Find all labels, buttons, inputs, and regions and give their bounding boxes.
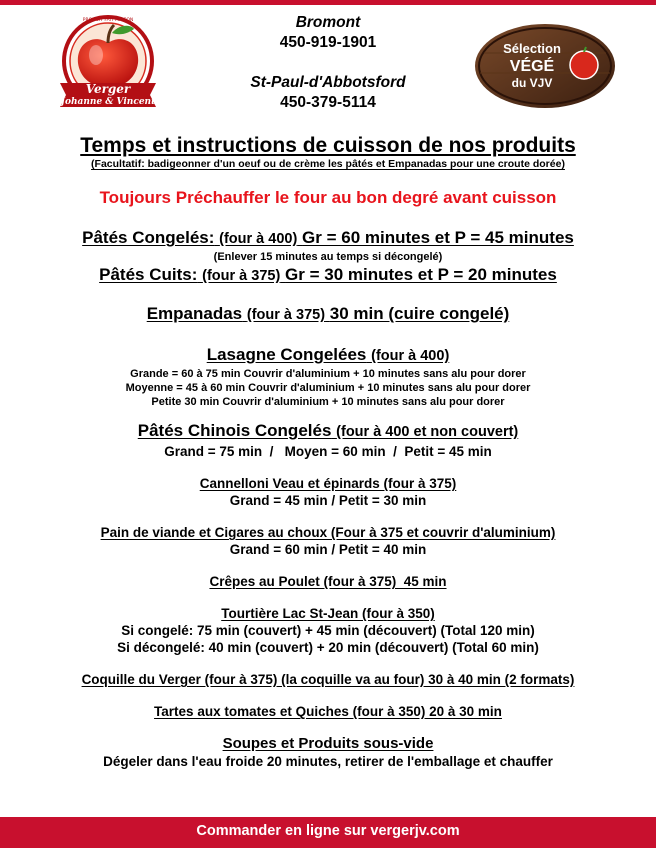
soupes-title: Soupes et Produits sous-vide — [222, 735, 434, 752]
pates-cuits-label: Pâtés Cuits: — [99, 265, 198, 284]
header — [0, 5, 656, 125]
pain-viande-title: Pain de viande et Cigares au choux (Four à 375 et couvrir d'aluminium) — [100, 525, 556, 540]
coquille-title: Coquille du Verger (four à 375) (la coquille va au four) 30 à 40 min (2 formats) — [81, 672, 575, 687]
pates-cuits-times: Gr = 30 minutes et P = 20 minutes — [285, 265, 557, 284]
selection-vege-logo — [474, 23, 616, 109]
city-bromont: Bromont — [295, 14, 361, 31]
pates-congeles-note: (Enlever 15 minutes au temps si décongelé) — [213, 251, 443, 263]
city-st-paul: St-Paul-d'Abbotsford — [250, 74, 406, 91]
pain-viande-times: Grand = 60 min / Petit = 40 min — [229, 542, 427, 557]
logo-left-line1: Verger — [85, 82, 131, 96]
pates-congeles-line — [0, 227, 656, 250]
logo-right-line1: Sélection — [503, 41, 561, 56]
tartes-title: Tartes aux tomates et Quiches (four à 350) 20 à 30 min — [154, 704, 502, 719]
footer-text[interactable]: Commander en ligne sur vergerjv.com — [196, 823, 460, 839]
page-title: Temps et instructions de cuisson de nos produits — [80, 134, 576, 157]
tourtiere-title: Tourtière Lac St-Jean (four à 350) — [221, 606, 435, 621]
pates-chinois-label: Pâtés Chinois Congelés — [137, 421, 332, 440]
pates-chinois-times: Grand = 75 min / Moyen = 60 min / Petit = 45 min — [164, 444, 492, 459]
logo-left-arc-text: PRODUIT FAIT MAISON — [82, 18, 134, 23]
page-subtitle: (Facultatif: badigeonner d'un oeuf ou de crème les pâtés et Empanadas pour une croute dorée) — [91, 158, 565, 170]
pates-cuits-temp: (four à 375) — [202, 268, 281, 284]
logo-right-line3: du VJV — [511, 76, 553, 90]
phone-bromont: 450-919-1901 — [279, 34, 377, 51]
lasagne-temp: (four à 400) — [371, 348, 450, 364]
empanadas-line — [0, 303, 656, 326]
pates-cuits-line — [0, 264, 656, 287]
tourtiere-congele: Si congelé: 75 min (couvert) + 45 min (découvert) (Total 120 min) — [121, 623, 535, 638]
mini-apple-icon — [570, 51, 598, 79]
pates-congeles-label: Pâtés Congelés: — [82, 228, 215, 247]
empanadas-times: 30 min (cuire congelé) — [329, 304, 510, 323]
verger-logo — [54, 13, 162, 125]
contact-info — [200, 13, 456, 113]
empanadas-label: Empanadas — [146, 304, 243, 323]
pates-chinois-line — [0, 420, 656, 443]
lasagne-moyenne: Moyenne = 45 à 60 min Couvrir d'aluminium + 10 minutes sans alu pour dorer — [125, 382, 531, 394]
instructions — [0, 133, 656, 770]
preheat-warning: Toujours Préchauffer le four au bon degré avant cuisson — [99, 188, 557, 207]
order-online-footer[interactable] — [0, 817, 656, 848]
empanadas-temp: (four à 375) — [246, 307, 326, 323]
pates-chinois-temp: (four à 400 et non couvert) — [336, 424, 519, 440]
crepes-title: Crêpes au Poulet (four à 375) 45 min — [209, 574, 447, 589]
logo-right-line2: VÉGÉ — [509, 58, 555, 75]
cannelloni-times: Grand = 45 min / Petit = 30 min — [229, 493, 427, 508]
lasagne-line — [0, 344, 656, 367]
lasagne-petite: Petite 30 min Couvrir d'aluminium + 10 minutes sans alu pour dorer — [151, 396, 505, 408]
phone-st-paul: 450-379-5114 — [280, 94, 376, 111]
cannelloni-title: Cannelloni Veau et épinards (four à 375) — [199, 476, 457, 491]
lasagne-label: Lasagne Congelées — [206, 345, 367, 364]
pates-congeles-times: Gr = 60 minutes et P = 45 minutes — [302, 228, 574, 247]
tourtiere-decongele: Si décongelé: 40 min (couvert) + 20 min (découvert) (Total 60 min) — [117, 640, 539, 655]
logo-left-line2: Johanne & Vincent — [60, 97, 156, 107]
lasagne-grande: Grande = 60 à 75 min Couvrir d'aluminium + 10 minutes sans alu pour dorer — [130, 368, 526, 380]
pates-congeles-temp: (four à 400) — [219, 231, 298, 247]
soupes-instructions: Dégeler dans l'eau froide 20 minutes, retirer de l'emballage et chauffer — [103, 754, 553, 769]
